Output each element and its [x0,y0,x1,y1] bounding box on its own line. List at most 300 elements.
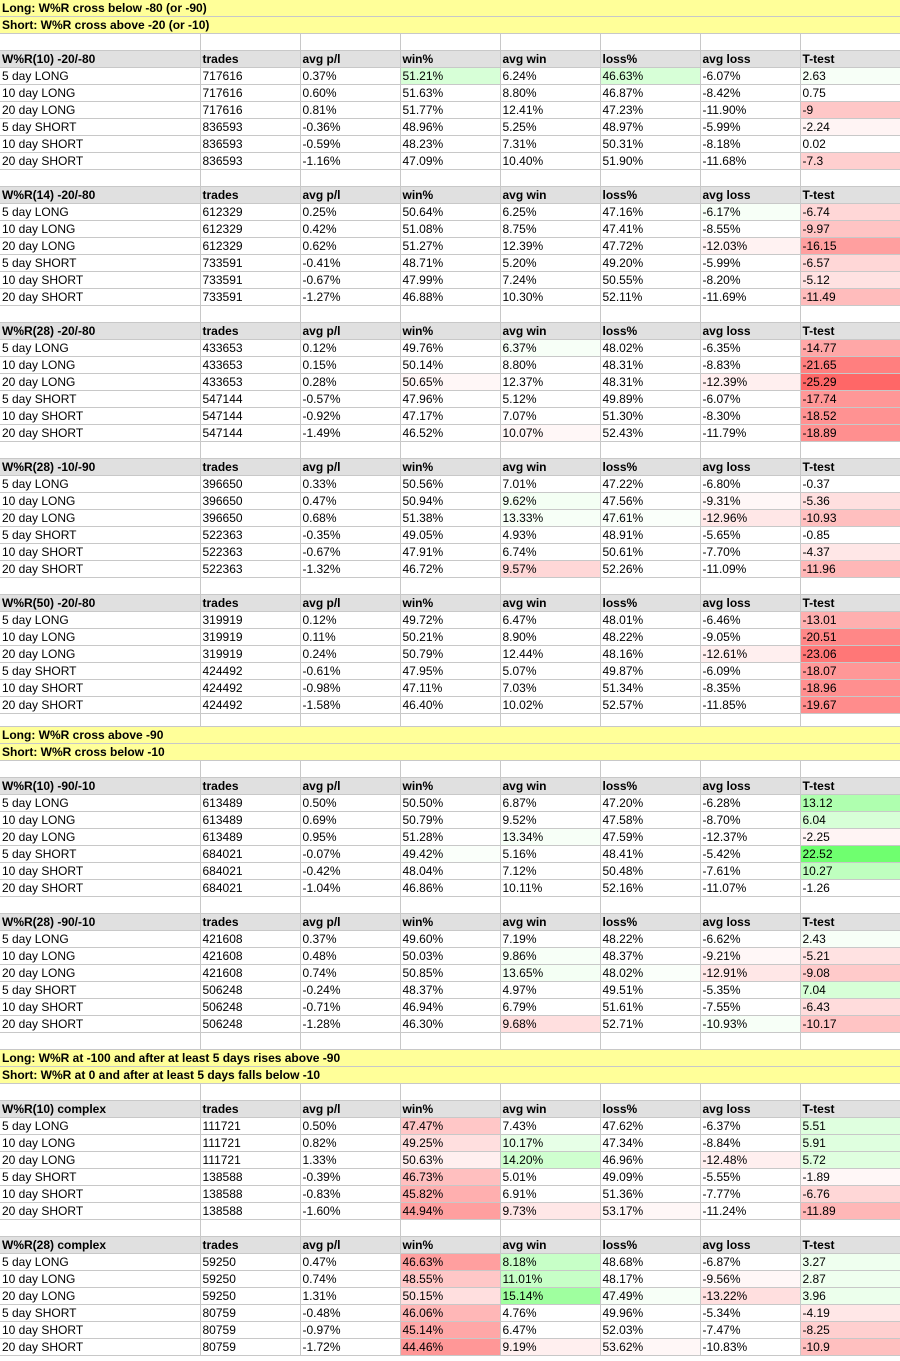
row-label[interactable]: 5 day SHORT [0,119,200,136]
data-cell[interactable]: 0.74% [300,965,400,982]
column-header[interactable]: avg loss [700,323,800,340]
column-header[interactable]: avg win [500,1237,600,1254]
data-cell[interactable]: 7.04 [800,982,900,999]
condition-text[interactable]: Short: W%R at 0 and after at least 5 days falls below -10 [0,1067,900,1084]
row-label[interactable]: 5 day LONG [0,204,200,221]
data-cell[interactable]: -6.87% [700,1254,800,1271]
data-cell[interactable]: 50.79% [400,646,500,663]
data-cell[interactable]: 684021 [200,846,300,863]
data-cell[interactable]: 46.87% [600,85,700,102]
data-cell[interactable]: -6.43 [800,999,900,1016]
row-label[interactable]: 10 day LONG [0,629,200,646]
data-cell[interactable]: 48.71% [400,255,500,272]
row-label[interactable]: 20 day SHORT [0,425,200,442]
data-cell[interactable]: 613489 [200,812,300,829]
data-cell[interactable]: 7.01% [500,476,600,493]
data-cell[interactable]: -5.36 [800,493,900,510]
empty-cell[interactable] [800,34,900,51]
column-header[interactable]: avg p/l [300,459,400,476]
data-cell[interactable]: -4.19 [800,1305,900,1322]
row-label[interactable]: 10 day LONG [0,812,200,829]
data-cell[interactable]: 0.60% [300,85,400,102]
data-cell[interactable]: 50.14% [400,357,500,374]
empty-cell[interactable] [500,761,600,778]
empty-cell[interactable] [800,897,900,914]
data-cell[interactable]: 9.52% [500,812,600,829]
data-cell[interactable]: 49.96% [600,1305,700,1322]
column-header[interactable]: T-test [800,778,900,795]
data-cell[interactable]: -0.85 [800,527,900,544]
data-cell[interactable]: -1.32% [300,561,400,578]
data-cell[interactable]: 49.05% [400,527,500,544]
empty-cell[interactable] [400,897,500,914]
data-cell[interactable]: 12.41% [500,102,600,119]
table-title[interactable]: W%R(28) -20/-80 [0,323,200,340]
data-cell[interactable]: -1.04% [300,880,400,897]
data-cell[interactable]: 47.23% [600,102,700,119]
data-cell[interactable]: 80759 [200,1339,300,1356]
data-cell[interactable]: -21.65 [800,357,900,374]
data-cell[interactable]: 7.12% [500,863,600,880]
empty-cell[interactable] [500,170,600,187]
row-label[interactable]: 10 day LONG [0,948,200,965]
data-cell[interactable]: -6.09% [700,663,800,680]
data-cell[interactable]: -7.47% [700,1322,800,1339]
data-cell[interactable]: -5.34% [700,1305,800,1322]
data-cell[interactable]: 48.17% [600,1271,700,1288]
condition-text[interactable]: Short: W%R cross below -10 [0,744,900,761]
data-cell[interactable]: 46.94% [400,999,500,1016]
data-cell[interactable]: 48.41% [600,846,700,863]
empty-cell[interactable] [800,1033,900,1050]
row-label[interactable]: 5 day LONG [0,68,200,85]
data-cell[interactable]: -25.29 [800,374,900,391]
data-cell[interactable]: 46.06% [400,1305,500,1322]
data-cell[interactable]: 51.63% [400,85,500,102]
data-cell[interactable]: 48.02% [600,965,700,982]
empty-cell[interactable] [400,170,500,187]
data-cell[interactable]: -10.93% [700,1016,800,1033]
data-cell[interactable]: -5.12 [800,272,900,289]
data-cell[interactable]: 45.82% [400,1186,500,1203]
data-cell[interactable]: 0.75 [800,85,900,102]
data-cell[interactable]: 0.28% [300,374,400,391]
data-cell[interactable]: 0.68% [300,510,400,527]
table-title[interactable]: W%R(10) -90/-10 [0,778,200,795]
data-cell[interactable]: -0.36% [300,119,400,136]
data-cell[interactable]: -0.41% [300,255,400,272]
row-label[interactable]: 5 day SHORT [0,982,200,999]
data-cell[interactable]: 9.73% [500,1203,600,1220]
data-cell[interactable]: 49.89% [600,391,700,408]
data-cell[interactable]: 111721 [200,1118,300,1135]
empty-cell[interactable] [800,306,900,323]
data-cell[interactable]: 47.72% [600,238,700,255]
column-header[interactable]: trades [200,51,300,68]
data-cell[interactable]: 12.39% [500,238,600,255]
data-cell[interactable]: -12.48% [700,1152,800,1169]
data-cell[interactable]: -0.71% [300,999,400,1016]
empty-cell[interactable] [600,1220,700,1237]
empty-cell[interactable] [500,897,600,914]
data-cell[interactable]: 522363 [200,561,300,578]
data-cell[interactable]: 7.03% [500,680,600,697]
data-cell[interactable]: 47.16% [600,204,700,221]
data-cell[interactable]: -1.26 [800,880,900,897]
empty-cell[interactable] [200,442,300,459]
data-cell[interactable]: 433653 [200,340,300,357]
data-cell[interactable]: -0.92% [300,408,400,425]
data-cell[interactable]: 0.42% [300,221,400,238]
data-cell[interactable]: 13.33% [500,510,600,527]
table-title[interactable]: W%R(10) complex [0,1101,200,1118]
empty-cell[interactable] [300,34,400,51]
column-header[interactable]: trades [200,778,300,795]
empty-cell[interactable] [200,306,300,323]
data-cell[interactable]: 52.03% [600,1322,700,1339]
data-cell[interactable]: 52.26% [600,561,700,578]
row-label[interactable]: 10 day SHORT [0,1186,200,1203]
data-cell[interactable]: -13.22% [700,1288,800,1305]
column-header[interactable]: trades [200,1101,300,1118]
data-cell[interactable]: 612329 [200,204,300,221]
data-cell[interactable]: 7.19% [500,931,600,948]
data-cell[interactable]: 47.41% [600,221,700,238]
data-cell[interactable]: 0.02 [800,136,900,153]
empty-cell[interactable] [300,1220,400,1237]
data-cell[interactable]: 80759 [200,1322,300,1339]
data-cell[interactable]: -23.06 [800,646,900,663]
data-cell[interactable]: -1.49% [300,425,400,442]
empty-cell[interactable] [200,578,300,595]
data-cell[interactable]: 0.81% [300,102,400,119]
empty-cell[interactable] [0,714,200,727]
data-cell[interactable]: 51.21% [400,68,500,85]
data-cell[interactable]: 46.72% [400,561,500,578]
data-cell[interactable]: 10.07% [500,425,600,442]
empty-cell[interactable] [0,1220,200,1237]
data-cell[interactable]: -0.67% [300,272,400,289]
empty-cell[interactable] [0,306,200,323]
column-header[interactable]: win% [400,1101,500,1118]
row-label[interactable]: 10 day SHORT [0,408,200,425]
data-cell[interactable]: 396650 [200,493,300,510]
empty-cell[interactable] [500,34,600,51]
data-cell[interactable]: 5.07% [500,663,600,680]
data-cell[interactable]: -0.07% [300,846,400,863]
data-cell[interactable]: -2.24 [800,119,900,136]
table-title[interactable]: W%R(14) -20/-80 [0,187,200,204]
data-cell[interactable]: 138588 [200,1186,300,1203]
column-header[interactable]: T-test [800,595,900,612]
data-cell[interactable]: 50.56% [400,476,500,493]
data-cell[interactable]: 6.79% [500,999,600,1016]
empty-cell[interactable] [400,34,500,51]
column-header[interactable]: T-test [800,51,900,68]
column-header[interactable]: avg p/l [300,187,400,204]
data-cell[interactable]: 138588 [200,1203,300,1220]
empty-cell[interactable] [700,34,800,51]
column-header[interactable]: avg loss [700,1237,800,1254]
data-cell[interactable]: 547144 [200,425,300,442]
table-title[interactable]: W%R(10) -20/-80 [0,51,200,68]
empty-cell[interactable] [200,897,300,914]
data-cell[interactable]: 46.73% [400,1169,500,1186]
data-cell[interactable]: -0.97% [300,1322,400,1339]
column-header[interactable]: win% [400,323,500,340]
data-cell[interactable]: 50.48% [600,863,700,880]
data-cell[interactable]: 5.91 [800,1135,900,1152]
data-cell[interactable]: 50.64% [400,204,500,221]
data-cell[interactable]: -11.96 [800,561,900,578]
row-label[interactable]: 10 day LONG [0,357,200,374]
data-cell[interactable]: -0.61% [300,663,400,680]
data-cell[interactable]: -6.74 [800,204,900,221]
column-header[interactable]: T-test [800,1101,900,1118]
column-header[interactable]: avg p/l [300,323,400,340]
empty-cell[interactable] [800,1084,900,1101]
row-label[interactable]: 10 day SHORT [0,136,200,153]
data-cell[interactable]: 3.27 [800,1254,900,1271]
column-header[interactable]: trades [200,914,300,931]
column-header[interactable]: avg loss [700,1101,800,1118]
data-cell[interactable]: 59250 [200,1254,300,1271]
data-cell[interactable]: -6.17% [700,204,800,221]
data-cell[interactable]: -6.37% [700,1118,800,1135]
row-label[interactable]: 10 day LONG [0,221,200,238]
column-header[interactable]: avg win [500,187,600,204]
data-cell[interactable]: 45.14% [400,1322,500,1339]
empty-cell[interactable] [600,306,700,323]
data-cell[interactable]: -4.37 [800,544,900,561]
empty-cell[interactable] [400,1220,500,1237]
data-cell[interactable]: 48.91% [600,527,700,544]
column-header[interactable]: avg win [500,778,600,795]
row-label[interactable]: 20 day LONG [0,646,200,663]
column-header[interactable]: win% [400,778,500,795]
empty-cell[interactable] [400,442,500,459]
data-cell[interactable]: 46.86% [400,880,500,897]
data-cell[interactable]: -12.39% [700,374,800,391]
condition-text[interactable]: Long: W%R cross above -90 [0,727,900,744]
data-cell[interactable]: -1.89 [800,1169,900,1186]
data-cell[interactable]: 48.02% [600,340,700,357]
column-header[interactable]: avg win [500,914,600,931]
data-cell[interactable]: -6.76 [800,1186,900,1203]
data-cell[interactable]: 684021 [200,863,300,880]
data-cell[interactable]: -11.24% [700,1203,800,1220]
empty-cell[interactable] [200,714,300,727]
row-label[interactable]: 5 day LONG [0,931,200,948]
data-cell[interactable]: 12.37% [500,374,600,391]
data-cell[interactable]: 51.34% [600,680,700,697]
data-cell[interactable]: 48.37% [600,948,700,965]
empty-cell[interactable] [300,761,400,778]
condition-text[interactable]: Short: W%R cross above -20 (or -10) [0,17,900,34]
data-cell[interactable]: 3.96 [800,1288,900,1305]
data-cell[interactable]: 47.11% [400,680,500,697]
data-cell[interactable]: -18.96 [800,680,900,697]
data-cell[interactable]: -0.35% [300,527,400,544]
row-label[interactable]: 5 day LONG [0,612,200,629]
data-cell[interactable]: -9.97 [800,221,900,238]
row-label[interactable]: 5 day SHORT [0,255,200,272]
data-cell[interactable]: 0.37% [300,68,400,85]
row-label[interactable]: 20 day SHORT [0,289,200,306]
data-cell[interactable]: 433653 [200,374,300,391]
data-cell[interactable]: 49.87% [600,663,700,680]
data-cell[interactable]: 47.22% [600,476,700,493]
data-cell[interactable]: 8.75% [500,221,600,238]
row-label[interactable]: 20 day LONG [0,510,200,527]
column-header[interactable]: trades [200,323,300,340]
column-header[interactable]: win% [400,51,500,68]
data-cell[interactable]: 0.24% [300,646,400,663]
data-cell[interactable]: 424492 [200,663,300,680]
data-cell[interactable]: 319919 [200,646,300,663]
row-label[interactable]: 5 day SHORT [0,1169,200,1186]
data-cell[interactable]: -0.24% [300,982,400,999]
data-cell[interactable]: -7.77% [700,1186,800,1203]
data-cell[interactable]: 49.51% [600,982,700,999]
empty-cell[interactable] [600,1084,700,1101]
column-header[interactable]: T-test [800,187,900,204]
data-cell[interactable]: 421608 [200,931,300,948]
data-cell[interactable]: 80759 [200,1305,300,1322]
empty-cell[interactable] [800,1220,900,1237]
empty-cell[interactable] [400,306,500,323]
data-cell[interactable]: 50.55% [600,272,700,289]
data-cell[interactable]: 53.17% [600,1203,700,1220]
empty-cell[interactable] [600,578,700,595]
column-header[interactable]: avg p/l [300,1237,400,1254]
row-label[interactable]: 5 day LONG [0,1118,200,1135]
empty-cell[interactable] [400,578,500,595]
empty-cell[interactable] [200,1033,300,1050]
data-cell[interactable]: 6.91% [500,1186,600,1203]
data-cell[interactable]: 44.46% [400,1339,500,1356]
data-cell[interactable]: -8.42% [700,85,800,102]
empty-cell[interactable] [600,1033,700,1050]
data-cell[interactable]: 52.16% [600,880,700,897]
empty-cell[interactable] [0,34,200,51]
data-cell[interactable]: 7.24% [500,272,600,289]
data-cell[interactable]: 49.25% [400,1135,500,1152]
data-cell[interactable]: 613489 [200,829,300,846]
data-cell[interactable]: 319919 [200,629,300,646]
column-header[interactable]: avg loss [700,778,800,795]
data-cell[interactable]: 1.33% [300,1152,400,1169]
data-cell[interactable]: 50.50% [400,795,500,812]
data-cell[interactable]: 11.01% [500,1271,600,1288]
data-cell[interactable]: 612329 [200,238,300,255]
data-cell[interactable]: 59250 [200,1271,300,1288]
row-label[interactable]: 20 day SHORT [0,1339,200,1356]
data-cell[interactable]: -11.07% [700,880,800,897]
data-cell[interactable]: 4.97% [500,982,600,999]
data-cell[interactable]: -5.99% [700,119,800,136]
data-cell[interactable]: 6.37% [500,340,600,357]
data-cell[interactable]: -11.69% [700,289,800,306]
data-cell[interactable]: -12.91% [700,965,800,982]
data-cell[interactable]: 47.61% [600,510,700,527]
empty-cell[interactable] [800,761,900,778]
data-cell[interactable]: 5.01% [500,1169,600,1186]
data-cell[interactable]: 10.27 [800,863,900,880]
data-cell[interactable]: 50.79% [400,812,500,829]
data-cell[interactable]: 52.11% [600,289,700,306]
data-cell[interactable]: 0.50% [300,1118,400,1135]
column-header[interactable]: T-test [800,323,900,340]
row-label[interactable]: 5 day SHORT [0,1305,200,1322]
column-header[interactable]: loss% [600,595,700,612]
data-cell[interactable]: 2.63 [800,68,900,85]
column-header[interactable]: avg p/l [300,914,400,931]
row-label[interactable]: 10 day SHORT [0,863,200,880]
column-header[interactable]: win% [400,459,500,476]
data-cell[interactable]: 6.47% [500,1322,600,1339]
row-label[interactable]: 10 day LONG [0,85,200,102]
data-cell[interactable]: -10.17 [800,1016,900,1033]
empty-cell[interactable] [800,170,900,187]
row-label[interactable]: 10 day SHORT [0,999,200,1016]
data-cell[interactable]: -0.42% [300,863,400,880]
data-cell[interactable]: 733591 [200,255,300,272]
data-cell[interactable]: 836593 [200,136,300,153]
row-label[interactable]: 20 day LONG [0,238,200,255]
data-cell[interactable]: -0.48% [300,1305,400,1322]
data-cell[interactable]: -2.25 [800,829,900,846]
data-cell[interactable]: 49.09% [600,1169,700,1186]
data-cell[interactable]: -5.99% [700,255,800,272]
empty-cell[interactable] [700,714,800,727]
data-cell[interactable]: 47.91% [400,544,500,561]
data-cell[interactable]: 10.02% [500,697,600,714]
data-cell[interactable]: 9.19% [500,1339,600,1356]
column-header[interactable]: loss% [600,459,700,476]
table-title[interactable]: W%R(50) -20/-80 [0,595,200,612]
data-cell[interactable]: 47.59% [600,829,700,846]
data-cell[interactable]: -7.3 [800,153,900,170]
data-cell[interactable]: 46.63% [600,68,700,85]
data-cell[interactable]: -8.83% [700,357,800,374]
data-cell[interactable]: 0.11% [300,629,400,646]
data-cell[interactable]: 13.34% [500,829,600,846]
row-label[interactable]: 5 day LONG [0,476,200,493]
data-cell[interactable]: -13.01 [800,612,900,629]
data-cell[interactable]: 5.20% [500,255,600,272]
data-cell[interactable]: 0.50% [300,795,400,812]
data-cell[interactable]: -1.28% [300,1016,400,1033]
data-cell[interactable]: 5.51 [800,1118,900,1135]
data-cell[interactable]: -0.39% [300,1169,400,1186]
empty-cell[interactable] [800,442,900,459]
row-label[interactable]: 5 day LONG [0,795,200,812]
data-cell[interactable]: -17.74 [800,391,900,408]
data-cell[interactable]: 14.20% [500,1152,600,1169]
empty-cell[interactable] [600,761,700,778]
empty-cell[interactable] [500,714,600,727]
data-cell[interactable]: 7.07% [500,408,600,425]
data-cell[interactable]: -8.30% [700,408,800,425]
data-cell[interactable]: 49.42% [400,846,500,863]
data-cell[interactable]: 50.63% [400,1152,500,1169]
data-cell[interactable]: 15.14% [500,1288,600,1305]
row-label[interactable]: 10 day LONG [0,1135,200,1152]
data-cell[interactable]: 111721 [200,1135,300,1152]
row-label[interactable]: 20 day LONG [0,1288,200,1305]
data-cell[interactable]: 48.55% [400,1271,500,1288]
